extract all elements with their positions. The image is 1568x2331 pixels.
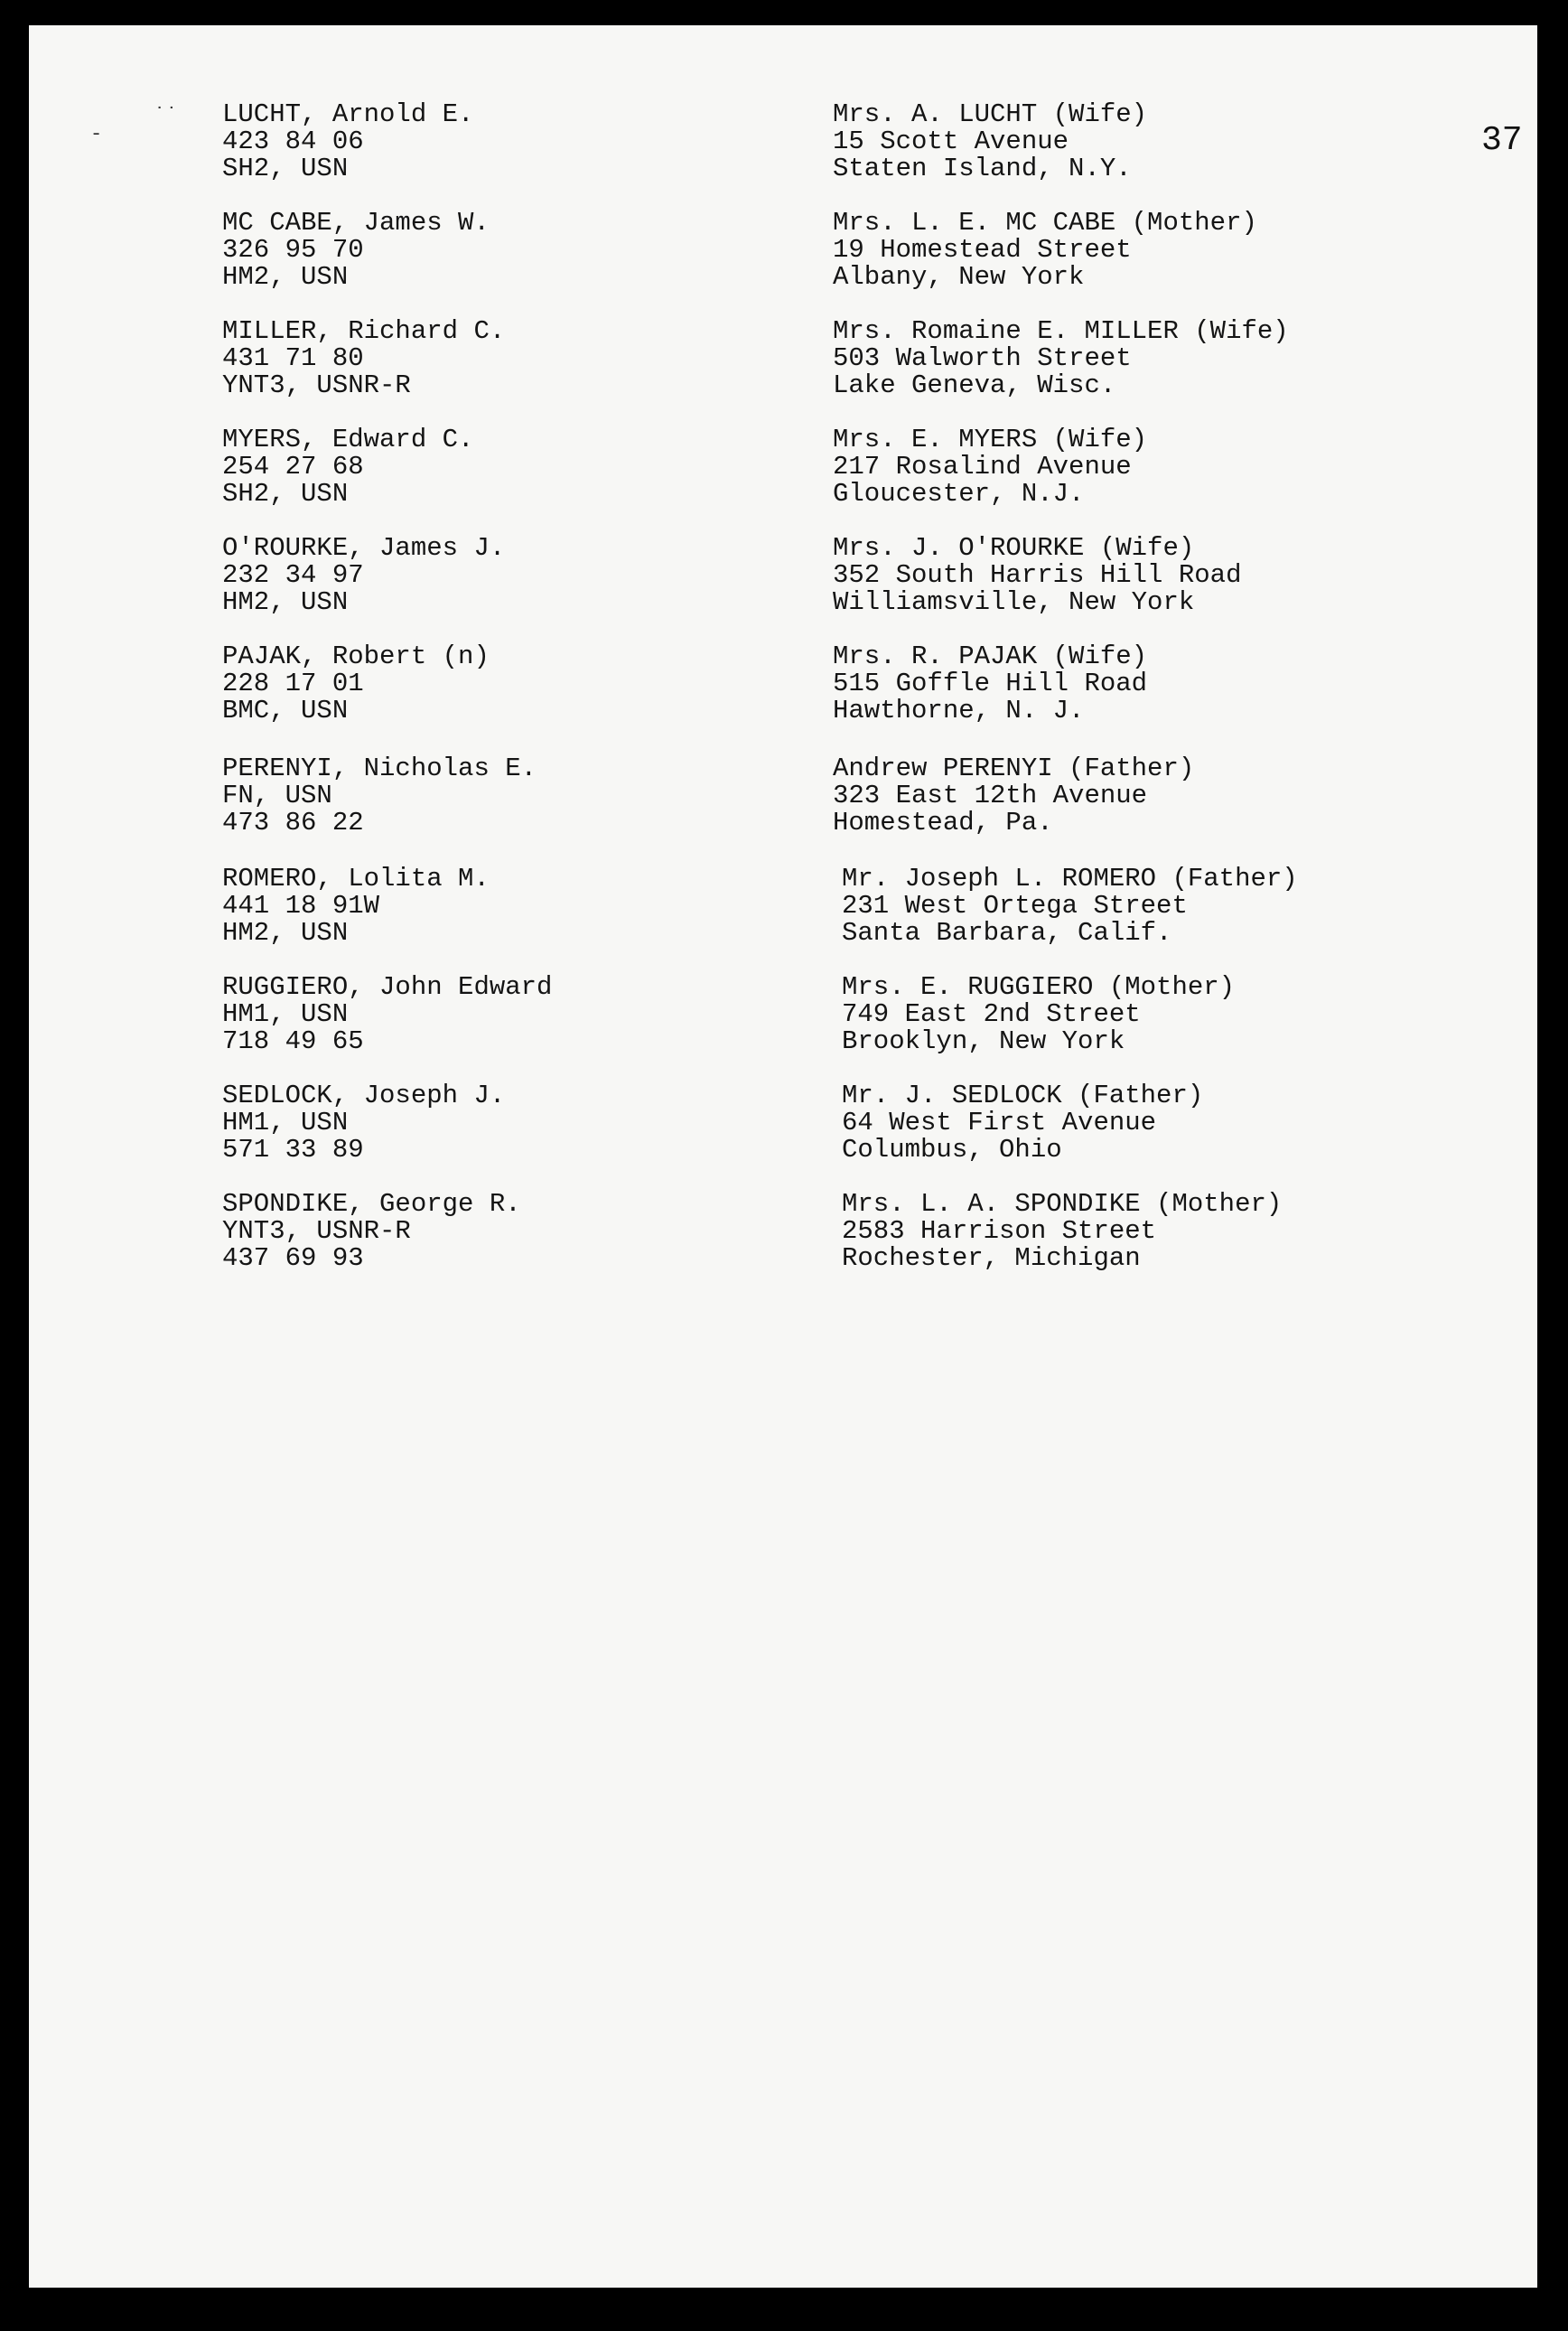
service-member-block: [222, 1191, 521, 1272]
kin-name: Mrs. E. RUGGIERO (Mother): [842, 972, 1236, 1002]
roster-entry: [29, 643, 1537, 734]
service-member-block: [222, 1082, 505, 1164]
member-name: PERENYI, Nicholas E.: [222, 754, 537, 783]
kin-name: Mr. J. SEDLOCK (Father): [842, 1081, 1204, 1110]
kin-street: 503 Walworth Street: [833, 343, 1132, 373]
next-of-kin-block: [842, 1082, 1203, 1164]
member-line-3: HM2, USN: [222, 587, 349, 617]
kin-city: Albany, New York: [833, 262, 1085, 292]
service-member-block: [222, 426, 473, 508]
member-line-2: 423 84 06: [222, 126, 364, 156]
next-of-kin-block: [842, 1191, 1282, 1272]
roster-entry: [29, 101, 1537, 192]
kin-name: Mrs. L. E. MC CABE (Mother): [833, 208, 1257, 238]
service-member-block: [222, 974, 552, 1055]
member-name: ROMERO, Lolita M.: [222, 864, 490, 894]
member-line-2: HM1, USN: [222, 1108, 349, 1137]
member-line-3: 437 69 93: [222, 1243, 364, 1273]
kin-name: Mrs. L. A. SPONDIKE (Mother): [842, 1189, 1283, 1219]
kin-name: Mrs. R. PAJAK (Wife): [833, 641, 1148, 671]
kin-name: Mrs. A. LUCHT (Wife): [833, 99, 1148, 129]
service-member-block: [222, 318, 505, 399]
kin-city: Gloucester, N.J.: [833, 479, 1085, 509]
kin-city: Columbus, Ohio: [842, 1135, 1062, 1165]
member-line-2: HM1, USN: [222, 999, 349, 1029]
member-name: MC CABE, James W.: [222, 208, 490, 238]
member-line-2: 254 27 68: [222, 452, 364, 482]
member-line-3: 718 49 65: [222, 1026, 364, 1056]
member-line-2: 232 34 97: [222, 560, 364, 590]
member-line-2: 441 18 91W: [222, 891, 380, 921]
next-of-kin-block: [842, 866, 1298, 947]
member-line-2: FN, USN: [222, 781, 332, 810]
member-line-2: 228 17 01: [222, 669, 364, 698]
next-of-kin-block: [833, 643, 1147, 725]
kin-name: Mrs. Romaine E. MILLER (Wife): [833, 316, 1289, 346]
kin-name: Mrs. J. O'ROURKE (Wife): [833, 533, 1195, 563]
member-name: LUCHT, Arnold E.: [222, 99, 474, 129]
service-member-block: [222, 210, 490, 291]
kin-street: 515 Goffle Hill Road: [833, 669, 1148, 698]
roster-entry: [29, 974, 1537, 1064]
next-of-kin-block: [833, 535, 1241, 616]
stray-mark: ˙˙: [154, 105, 178, 127]
kin-street: 64 West First Avenue: [842, 1108, 1157, 1137]
document-page: [29, 25, 1537, 2288]
kin-city: Brooklyn, New York: [842, 1026, 1125, 1056]
kin-street: 352 South Harris Hill Road: [833, 560, 1242, 590]
member-line-3: SH2, USN: [222, 479, 349, 509]
member-line-3: HM2, USN: [222, 262, 349, 292]
kin-name: Mrs. E. MYERS (Wife): [833, 425, 1148, 454]
roster-entry: [29, 1082, 1537, 1173]
member-line-2: 326 95 70: [222, 235, 364, 265]
roster-entry: [29, 866, 1537, 956]
member-line-3: YNT3, USNR-R: [222, 370, 411, 400]
member-name: MYERS, Edward C.: [222, 425, 474, 454]
kin-street: 231 West Ortega Street: [842, 891, 1188, 921]
kin-street: 2583 Harrison Street: [842, 1216, 1157, 1246]
kin-city: Staten Island, N.Y.: [833, 154, 1132, 183]
roster-entry: [29, 755, 1537, 846]
service-member-block: [222, 101, 473, 183]
next-of-kin-block: [833, 426, 1147, 508]
kin-city: Williamsville, New York: [833, 587, 1195, 617]
kin-name: Mr. Joseph L. ROMERO (Father): [842, 864, 1298, 894]
next-of-kin-block: [842, 974, 1235, 1055]
kin-city: Hawthorne, N. J.: [833, 696, 1085, 726]
kin-street: 15 Scott Avenue: [833, 126, 1069, 156]
next-of-kin-block: [833, 318, 1289, 399]
next-of-kin-block: [833, 101, 1147, 183]
member-name: O'ROURKE, James J.: [222, 533, 506, 563]
kin-street: 217 Rosalind Avenue: [833, 452, 1132, 482]
next-of-kin-block: [833, 755, 1194, 837]
member-line-3: SH2, USN: [222, 154, 349, 183]
member-line-3: 473 86 22: [222, 808, 364, 838]
page-number: 37: [1481, 121, 1523, 160]
kin-name: Andrew PERENYI (Father): [833, 754, 1195, 783]
roster-entry: [29, 426, 1537, 517]
member-name: SPONDIKE, George R.: [222, 1189, 521, 1219]
kin-city: Santa Barbara, Calif.: [842, 918, 1172, 948]
member-name: RUGGIERO, John Edward: [222, 972, 553, 1002]
next-of-kin-block: [833, 210, 1257, 291]
member-line-3: 571 33 89: [222, 1135, 364, 1165]
roster-entry: [29, 318, 1537, 408]
member-name: MILLER, Richard C.: [222, 316, 506, 346]
kin-city: Homestead, Pa.: [833, 808, 1053, 838]
kin-street: 323 East 12th Avenue: [833, 781, 1148, 810]
stray-mark: -: [90, 123, 103, 145]
kin-street: 19 Homestead Street: [833, 235, 1132, 265]
service-member-block: [222, 866, 490, 947]
service-member-block: [222, 535, 505, 616]
member-name: PAJAK, Robert (n): [222, 641, 490, 671]
kin-city: Lake Geneva, Wisc.: [833, 370, 1116, 400]
kin-street: 749 East 2nd Street: [842, 999, 1141, 1029]
service-member-block: [222, 755, 537, 837]
member-line-3: BMC, USN: [222, 696, 349, 726]
roster-entry: [29, 535, 1537, 625]
service-member-block: [222, 643, 490, 725]
roster-entry: [29, 210, 1537, 300]
member-line-2: 431 71 80: [222, 343, 364, 373]
member-name: SEDLOCK, Joseph J.: [222, 1081, 506, 1110]
roster-entry: [29, 1191, 1537, 1281]
member-line-2: YNT3, USNR-R: [222, 1216, 411, 1246]
member-line-3: HM2, USN: [222, 918, 349, 948]
kin-city: Rochester, Michigan: [842, 1243, 1141, 1273]
